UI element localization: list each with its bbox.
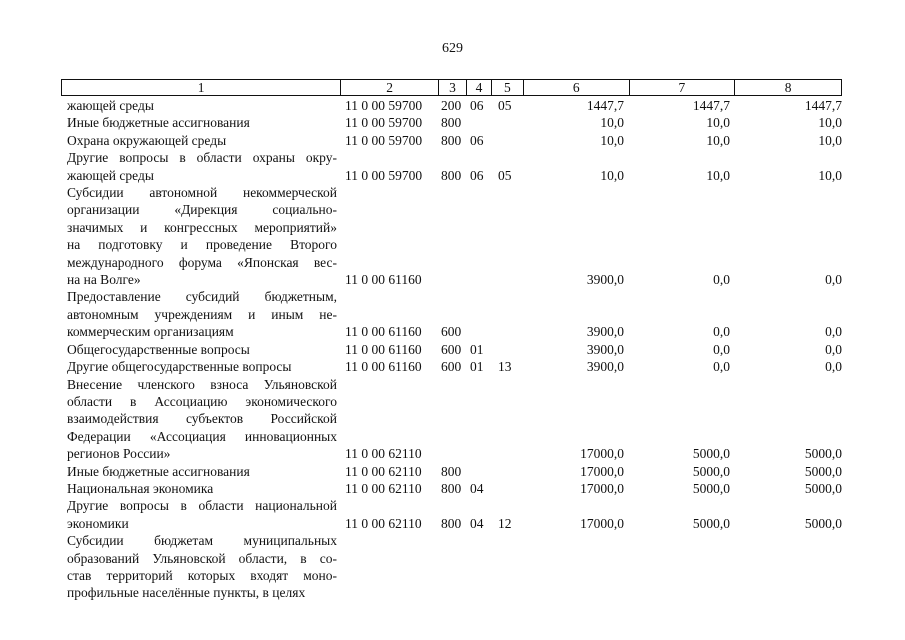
header-col-3: 3	[439, 80, 467, 95]
expense-type: 600	[441, 341, 462, 357]
table-body	[61, 97, 846, 602]
table-header	[61, 79, 842, 96]
description-line: Иные бюджетные ассигнования	[67, 463, 250, 479]
description-line: на подготовку и проведение Второго	[67, 237, 337, 253]
table-row	[61, 114, 846, 131]
section: 06	[470, 98, 484, 113]
target-code: 11 0 00 62110	[345, 480, 422, 496]
target-code: 11 0 00 59700	[345, 167, 423, 183]
amount-col-7: 1447,7	[692, 98, 730, 113]
amount-col-7: 0,0	[713, 324, 730, 340]
description-line: Федерации «Ассоциация инновационных	[67, 428, 337, 444]
header-col-8: 8	[784, 80, 792, 95]
target-code: 11 0 00 59700	[345, 132, 423, 148]
description-line: став территорий которых входят моно-	[67, 567, 337, 583]
amount-col-8: 0,0	[825, 341, 842, 357]
amount-col-7: 10,0	[706, 167, 730, 183]
amount-col-8: 0,0	[825, 324, 842, 340]
row-description	[61, 149, 341, 184]
amount-col-8: 10,0	[818, 167, 842, 183]
amount-col-7: 0,0	[713, 341, 730, 357]
target-code: 11 0 00 59700	[345, 98, 423, 113]
section: 06	[470, 132, 484, 148]
header-col-2: 2	[341, 80, 439, 95]
table-row	[61, 376, 846, 463]
amount-col-8: 0,0	[825, 359, 842, 375]
row-description	[61, 532, 341, 602]
description-line: Предоставление субсидий бюджетным,	[67, 289, 337, 305]
description-line: регионов России»	[67, 446, 171, 462]
description-line: жающей среды	[67, 98, 154, 113]
amount-col-8: 10,0	[818, 132, 842, 148]
description-line: Внесение членского взноса Ульяновской	[67, 376, 337, 392]
amount-col-7: 10,0	[706, 115, 730, 131]
amount-col-8: 5000,0	[804, 480, 842, 496]
description-line: Субсидии бюджетам муниципальных	[67, 533, 337, 549]
description-line: коммерческим организациям	[67, 324, 234, 340]
section: 01	[470, 341, 484, 357]
row-description	[61, 463, 341, 480]
row-description	[61, 184, 341, 288]
description-line: образований Ульяновской области, в со-	[67, 550, 337, 566]
amount-col-6: 17000,0	[580, 463, 624, 479]
table-row	[61, 463, 846, 480]
expense-type: 800	[441, 132, 462, 148]
description-line: Субсидии автономной некоммерческой	[67, 185, 337, 201]
page-number: 629	[442, 41, 463, 56]
table-row	[61, 132, 846, 149]
target-code: 11 0 00 61160	[345, 272, 422, 288]
description-line: Национальная экономика	[67, 480, 214, 496]
section: 04	[470, 480, 484, 496]
description-line: Другие общегосударственные вопросы	[67, 359, 292, 375]
target-code: 11 0 00 61160	[345, 324, 422, 340]
amount-col-6: 3900,0	[586, 359, 624, 375]
row-description	[61, 288, 341, 340]
amount-col-7: 5000,0	[692, 515, 730, 531]
amount-col-8: 5000,0	[804, 463, 842, 479]
expense-type: 600	[441, 359, 462, 375]
section: 06	[470, 167, 484, 183]
row-description	[61, 132, 341, 149]
table-row	[61, 497, 846, 532]
amount-col-6: 10,0	[600, 115, 624, 131]
amount-col-6: 10,0	[600, 132, 624, 148]
table-row	[61, 149, 846, 184]
target-code: 11 0 00 62110	[345, 446, 422, 462]
amount-col-7: 10,0	[706, 132, 730, 148]
amount-col-8: 1447,7	[804, 98, 842, 113]
amount-col-8: 0,0	[825, 272, 842, 288]
amount-col-7: 5000,0	[692, 463, 730, 479]
description-line: Другие вопросы в области охраны окру-	[67, 150, 337, 166]
amount-col-6: 3900,0	[586, 324, 624, 340]
amount-col-6: 3900,0	[586, 341, 624, 357]
subsection: 05	[498, 98, 512, 113]
row-description	[61, 480, 341, 497]
expense-type: 800	[441, 480, 462, 496]
description-line: экономики	[67, 515, 129, 531]
description-line: профильные населённые пункты, в целях	[67, 585, 306, 601]
description-line: жающей среды	[67, 167, 154, 183]
amount-col-7: 5000,0	[692, 446, 730, 462]
row-description	[61, 97, 341, 114]
target-code: 11 0 00 62110	[345, 463, 422, 479]
target-code: 11 0 00 61160	[345, 359, 422, 375]
amount-col-7: 5000,0	[692, 480, 730, 496]
expense-type: 800	[441, 463, 462, 479]
table-row	[61, 341, 846, 358]
amount-col-6: 1447,7	[586, 98, 624, 113]
table-row	[61, 532, 846, 602]
header-col-6: 6	[524, 80, 630, 95]
target-code: 11 0 00 59700	[345, 115, 423, 131]
amount-col-6: 17000,0	[580, 515, 624, 531]
description-line: автономным учреждениям и иным не-	[67, 306, 337, 322]
amount-col-7: 0,0	[713, 359, 730, 375]
description-line: Общегосударственные вопросы	[67, 341, 250, 357]
section: 01	[470, 359, 484, 375]
description-line: значимых и конгрессных мероприятий»	[67, 219, 337, 235]
row-description	[61, 341, 341, 358]
expense-type: 600	[441, 324, 462, 340]
table-row	[61, 97, 846, 114]
amount-col-7: 0,0	[713, 272, 730, 288]
row-description	[61, 114, 341, 131]
expense-type: 800	[441, 515, 462, 531]
header-col-7: 7	[630, 80, 736, 95]
description-line: на на Волге»	[67, 272, 141, 288]
amount-col-6: 17000,0	[580, 446, 624, 462]
expense-type: 800	[441, 115, 462, 131]
row-description	[61, 358, 341, 375]
expense-type: 200	[441, 98, 462, 113]
description-line: взаимодействия субъектов Российской	[67, 411, 337, 427]
row-description	[61, 376, 341, 463]
amount-col-6: 3900,0	[586, 272, 624, 288]
description-line: области в Ассоциацию экономического	[67, 393, 337, 409]
description-line: международного форума «Японская вес-	[67, 254, 337, 270]
amount-col-8: 5000,0	[804, 446, 842, 462]
subsection: 05	[498, 167, 512, 183]
row-description	[61, 497, 341, 532]
amount-col-6: 17000,0	[580, 480, 624, 496]
subsection: 12	[498, 515, 512, 531]
description-line: Охрана окружающей среды	[67, 132, 227, 148]
description-line: Иные бюджетные ассигнования	[67, 115, 250, 131]
table-row	[61, 184, 846, 288]
target-code: 11 0 00 62110	[345, 515, 422, 531]
amount-col-6: 10,0	[600, 167, 624, 183]
amount-col-8: 5000,0	[804, 515, 842, 531]
description-line: Другие вопросы в области национальной	[67, 498, 337, 514]
amount-col-8: 10,0	[818, 115, 842, 131]
table-row	[61, 358, 846, 375]
header-col-1: 1	[62, 80, 341, 95]
subsection: 13	[498, 359, 512, 375]
header-col-4: 4	[467, 80, 492, 95]
expense-type: 800	[441, 167, 462, 183]
header-col-5: 5	[492, 80, 524, 95]
target-code: 11 0 00 61160	[345, 341, 422, 357]
table-row	[61, 480, 846, 497]
table-row	[61, 288, 846, 340]
description-line: организации «Дирекция социально-	[67, 202, 337, 218]
section: 04	[470, 515, 484, 531]
